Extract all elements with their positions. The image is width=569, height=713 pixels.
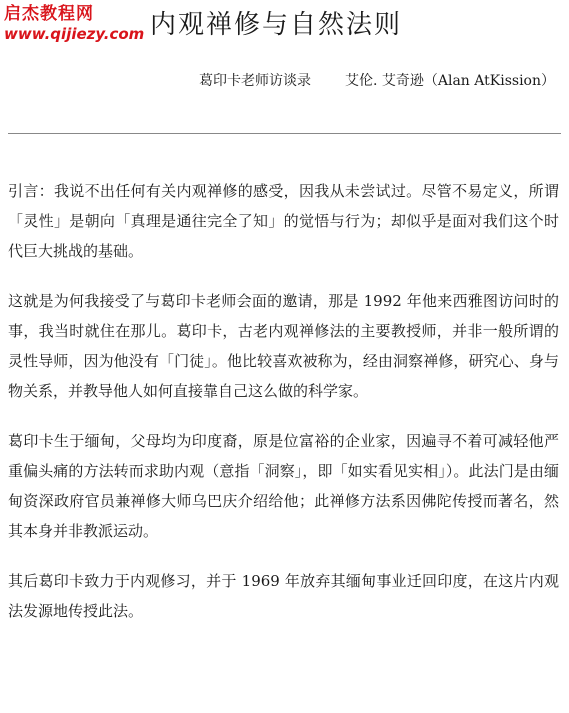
- article-body: [8, 176, 559, 646]
- paragraph: 葛印卡生于缅甸，父母均为印度裔，原是位富裕的企业家，因遍寻不着可减轻他严重偏头痛的方法转而求助内观（意指「洞察」，即「如实看见实相」）。此法门是由缅甸资深政府官员兼禅修大师乌巴庆介绍给他；此禅修方法系因佛陀传授而著名，然其本身并非教派运动。: [8, 432, 559, 540]
- paragraph: 其后葛印卡致力于内观修习，并于 1969 年放弃其缅甸事业迁回印度，在这片内观法发源地传授此法。: [8, 572, 559, 620]
- article-subtitle: 葛印卡老师访谈录: [198, 73, 311, 89]
- watermark-logo: [4, 4, 145, 43]
- article-author: 艾伦. 艾奇逊（Alan AtKission）: [344, 73, 555, 89]
- watermark-site-url: www.qijiezy.com: [4, 25, 145, 43]
- page-title: 内观禅修与自然法则: [150, 10, 403, 40]
- paragraph: 这就是为何我接受了与葛印卡老师会面的邀请，那是 1992 年他来西雅图访问时的事，我当时就住在那儿。葛印卡，古老内观禅修法的主要教授师，并非一般所谓的灵性导师，因为他没有「门徒」。他比较喜欢被称为，经由洞察禅修，研究心、身与物关系，并教导他人如何直接靠自己这么做的科学家。: [8, 292, 559, 400]
- byline: [0, 70, 555, 90]
- horizontal-divider: [8, 133, 561, 134]
- watermark-site-name: 启杰教程网: [4, 4, 94, 24]
- paragraph-intro: 引言：我说不出任何有关内观禅修的感受，因我从未尝试过。尽管不易定义，所谓「灵性」是朝向「真理是通往完全了知」的觉悟与行为；却似乎是面对我们这个时代巨大挑战的基础。: [8, 182, 559, 260]
